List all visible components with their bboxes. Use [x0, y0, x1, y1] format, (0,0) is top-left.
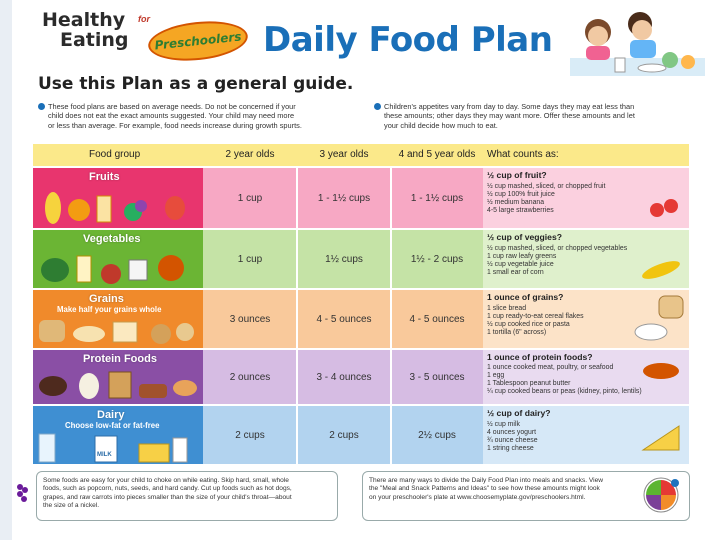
what-counts-item: ½ cup mashed, sliced, or chopped fruit: [487, 183, 606, 190]
choking-line: grapes, and raw carrots into pieces smaller than the size of your child's throat—about: [43, 493, 292, 501]
milk-carton-label: MILK: [97, 452, 112, 458]
header-food-group: Food group: [89, 149, 141, 160]
what-counts-title: 1 ounce of protein foods?: [487, 352, 593, 362]
amount-4-5yr: 1½ - 2 cups: [410, 253, 464, 265]
what-counts-title: ½ cup of fruit?: [487, 170, 547, 180]
amount-4-5yr: 3 - 5 ounces: [409, 371, 465, 383]
note-left: [48, 102, 368, 130]
food-group-cell: [33, 350, 203, 404]
corn-icon: [637, 254, 687, 284]
what-counts-cell: [483, 168, 689, 228]
grapes-icon: [15, 482, 29, 504]
choking-warning-box: [36, 471, 338, 521]
note-right-line: these amounts; other days they may want more. Offer these amounts and let: [384, 111, 635, 121]
page-title: Daily Food Plan: [263, 20, 553, 60]
food-group-cell: [33, 230, 203, 288]
what-counts-item: 1 string cheese: [487, 445, 534, 452]
what-counts-title: ½ cup of dairy?: [487, 408, 551, 418]
amount-2yr: 3 ounces: [229, 313, 271, 325]
food-group-cell: [33, 168, 203, 228]
logo-preschoolers-badge: [146, 17, 249, 65]
meal-patterns-line: There are many ways to divide the Daily Food Plan into meals and snacks. View: [369, 477, 604, 484]
amount-4-5yr: 1 - 1½ cups: [410, 192, 464, 204]
bread-rice-icon: [631, 294, 687, 344]
note-right: [384, 102, 694, 130]
header-2-year-olds: 2 year olds: [225, 149, 275, 160]
what-counts-item: ½ cup milk: [487, 421, 520, 428]
header-what-counts: What counts as:: [487, 149, 559, 160]
what-counts-item: ½ cup cooked rice or pasta: [487, 321, 570, 328]
food-group-name: Grains: [89, 293, 124, 305]
fish-icon: [641, 360, 685, 382]
what-counts-cell: [483, 406, 689, 464]
kids-eating-illustration: [560, 8, 710, 78]
what-counts-item: 1 slice bread: [487, 305, 527, 312]
note-right-line: your child decide how much to eat.: [384, 120, 498, 130]
logo-preschoolers-text: Preschoolers: [153, 29, 243, 53]
amount-4-5yr: 4 - 5 ounces: [409, 313, 465, 325]
note-right-line: Children's appetites vary from day to day. Some days they may eat less than: [384, 102, 635, 111]
meal-patterns-line: the "Meal and Snack Patterns and Ideas" to see how these amounts might look: [369, 485, 600, 493]
table-row-vegetables: [33, 230, 689, 288]
food-group-subtitle: Make half your grains whole: [57, 305, 162, 314]
logo-line1: Healthy: [42, 9, 126, 31]
food-group-name: Protein Foods: [83, 353, 157, 365]
left-border: [0, 0, 12, 540]
what-counts-title: ½ cup of veggies?: [487, 232, 562, 242]
amount-3yr: 3 - 4 ounces: [316, 371, 372, 383]
what-counts-item: ½ cup 100% fruit juice: [487, 191, 555, 198]
food-group-subtitle: Choose low-fat or fat-free: [65, 421, 160, 430]
what-counts-item: 1 cup raw leafy greens: [487, 253, 557, 260]
meal-patterns-box: [362, 471, 690, 521]
what-counts-item: ½ cup vegetable juice: [487, 261, 554, 268]
what-counts-cell: [483, 290, 689, 348]
bullet-icon: [374, 103, 381, 110]
myplate-icon: [641, 475, 681, 515]
what-counts-item: 1 ounce cooked meat, poultry, or seafood: [487, 364, 614, 371]
food-group-name: Fruits: [89, 171, 120, 183]
amount-2yr: 1 cup: [237, 253, 263, 265]
header: [20, 8, 710, 74]
what-counts-item: 1 tortilla (6" across): [487, 329, 547, 336]
grains-illustration: [33, 290, 203, 348]
food-group-name: Vegetables: [83, 233, 141, 245]
amount-3yr: 4 - 5 ounces: [316, 313, 372, 325]
amount-4-5yr: 2½ cups: [418, 429, 456, 441]
choking-line: Some foods are easy for your child to choke on while eating. Skip hard, small, whole: [43, 477, 289, 484]
what-counts-title: 1 ounce of grains?: [487, 292, 564, 302]
table-row-fruits: [33, 168, 689, 228]
what-counts-cell: [483, 230, 689, 288]
what-counts-item: 4 ounces yogurt: [487, 429, 537, 436]
what-counts-item: 1 cup ready-to-eat cereal flakes: [487, 313, 584, 320]
table-row-dairy: [33, 406, 689, 464]
strawberries-icon: [645, 192, 685, 222]
amount-2yr: 2 cups: [235, 429, 265, 441]
what-counts-item: 1 small ear of corn: [487, 269, 544, 276]
logo-text: [42, 10, 129, 50]
note-left-line: or less than average. For example, food needs increase during growth spurts.: [48, 120, 302, 130]
fruits-illustration: [33, 168, 203, 228]
what-counts-item: ¾ ounce cheese: [487, 437, 538, 444]
food-group-name: Dairy: [97, 409, 125, 421]
header-3-year-olds: 3 year olds: [319, 149, 369, 160]
table-header-row: [33, 144, 689, 166]
dairy-illustration: [33, 406, 203, 464]
amount-3yr: 1½ cups: [325, 253, 363, 265]
what-counts-item: 1 egg: [487, 372, 505, 379]
what-counts-item: ½ medium banana: [487, 199, 545, 206]
note-left-line: These food plans are based on average needs. Do not be concerned if your: [48, 102, 296, 111]
subtitle: Use this Plan as a general guide.: [38, 74, 354, 94]
header-4-5-year-olds: 4 and 5 year olds: [398, 149, 476, 160]
logo-for: for: [138, 14, 150, 24]
amount-3yr: 1 - 1½ cups: [317, 192, 371, 204]
what-counts-item: 1 Tablespoon peanut butter: [487, 380, 571, 387]
food-group-cell: [33, 406, 203, 464]
table-row-protein: [33, 350, 689, 404]
vegetables-illustration: [33, 230, 203, 288]
what-counts-item: ¼ cup cooked beans or peas (kidney, pinto, lentils): [487, 388, 642, 395]
amount-2yr: 1 cup: [237, 192, 263, 204]
choking-line: the size of a nickel.: [43, 502, 100, 510]
protein-illustration: [33, 350, 203, 404]
note-left-line: child does not eat the exact amounts suggested. Your child may need more: [48, 111, 295, 121]
cheese-icon: [639, 416, 685, 456]
choking-line: foods, such as popcorn, nuts, seeds, and hard candy. Cut up foods such as hot dogs,: [43, 485, 292, 493]
amount-2yr: 2 ounces: [229, 371, 271, 383]
choking-warning-text: [37, 472, 337, 516]
what-counts-item: 4-5 large strawberries: [487, 207, 554, 214]
amount-3yr: 2 cups: [329, 429, 359, 441]
what-counts-cell: [483, 350, 689, 404]
bullet-icon: [38, 103, 45, 110]
table-row-grains: [33, 290, 689, 348]
food-group-cell: [33, 290, 203, 348]
logo-line2: Eating: [60, 29, 129, 51]
meal-patterns-text: [363, 472, 640, 507]
meal-patterns-line: on your preschooler's plate at www.choosemyplate.gov/preschoolers.html.: [369, 493, 586, 501]
what-counts-item: ½ cup mashed, sliced, or chopped vegetables: [487, 245, 628, 252]
